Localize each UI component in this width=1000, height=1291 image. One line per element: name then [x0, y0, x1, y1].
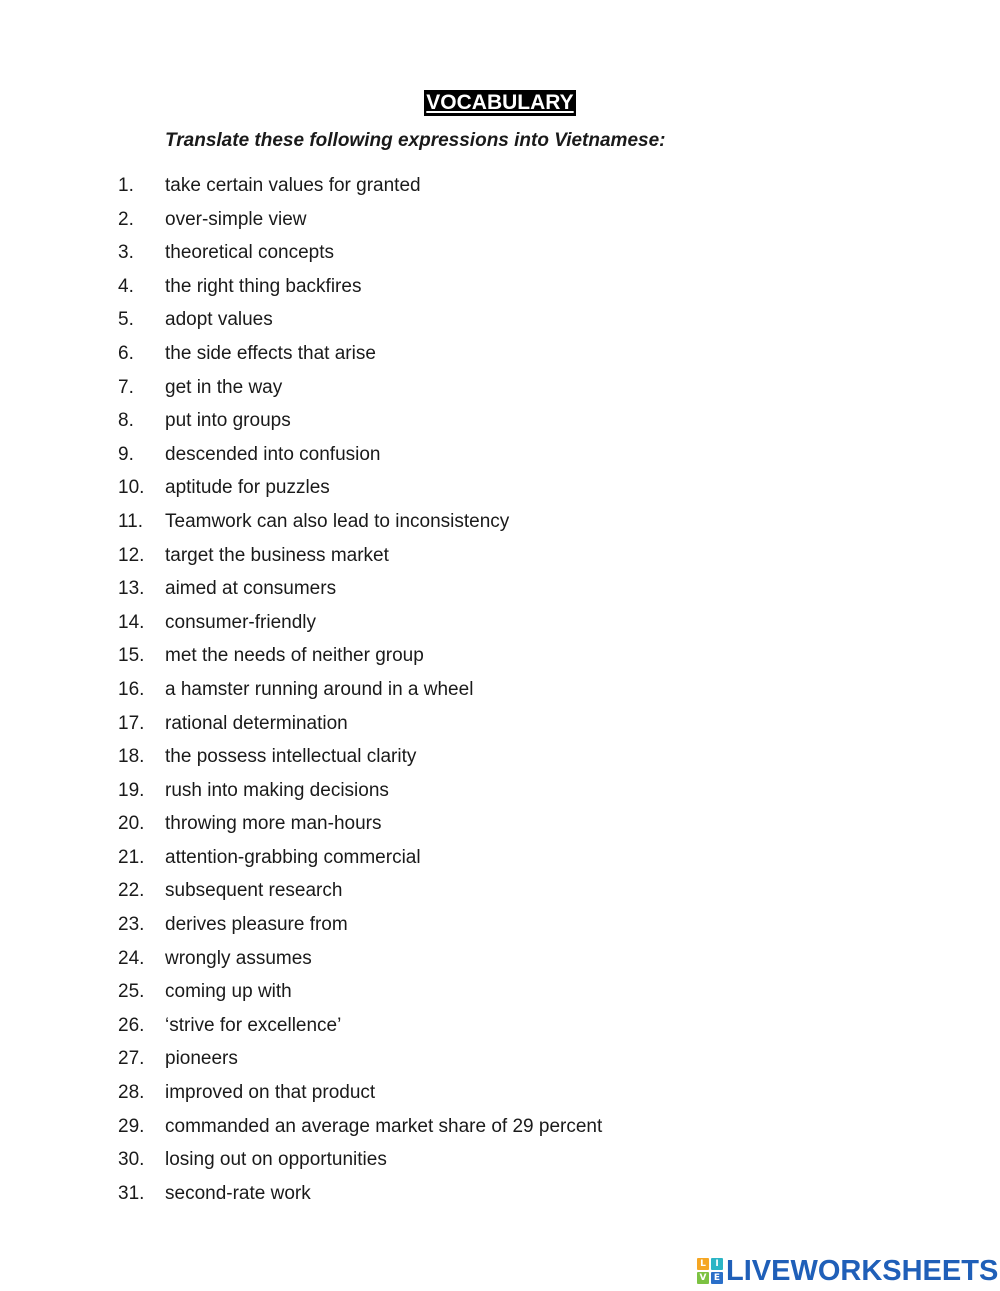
item-expression: over-simple view [165, 208, 307, 230]
vocabulary-list [0, 174, 1000, 1215]
list-item [0, 1148, 1000, 1182]
item-number: 24. [118, 947, 145, 969]
item-number: 20. [118, 813, 145, 835]
list-item [0, 174, 1000, 208]
liveworksheets-logo-icon [697, 1258, 723, 1284]
item-number: 4. [118, 275, 134, 297]
item-number: 8. [118, 410, 134, 432]
list-item [0, 712, 1000, 746]
item-expression: rational determination [165, 712, 348, 734]
item-expression: theoretical concepts [165, 242, 334, 264]
item-number: 1. [118, 175, 134, 196]
list-item [0, 275, 1000, 309]
item-expression: aptitude for puzzles [165, 477, 330, 499]
item-number: 22. [118, 880, 145, 902]
item-number: 18. [118, 746, 145, 768]
item-expression: Teamwork can also lead to inconsistency [165, 510, 510, 532]
list-item [0, 846, 1000, 880]
item-expression: ‘strive for excellence’ [165, 1014, 342, 1036]
item-number: 19. [118, 779, 145, 801]
item-expression: adopt values [165, 309, 273, 331]
item-number: 2. [118, 208, 134, 230]
item-expression: commanded an average market share of 29 percent [165, 1115, 603, 1137]
logo-letter: I [711, 1258, 723, 1270]
list-item [0, 879, 1000, 913]
item-expression: the possess intellectual clarity [165, 746, 417, 768]
list-item [0, 745, 1000, 779]
list-item [0, 779, 1000, 813]
brand-wordmark: LIVEWORKSHEETS [726, 1255, 999, 1287]
item-expression: rush into making decisions [165, 779, 389, 801]
item-expression: wrongly assumes [165, 947, 312, 969]
list-item [0, 342, 1000, 376]
page-title: VOCABULARY [426, 91, 574, 114]
list-item [0, 376, 1000, 410]
item-expression: second-rate work [165, 1182, 311, 1204]
item-number: 5. [118, 309, 134, 331]
item-expression: get in the way [165, 376, 283, 398]
list-item [0, 1014, 1000, 1048]
item-expression: coming up with [165, 981, 292, 1003]
list-item [0, 913, 1000, 947]
logo-letter: E [711, 1272, 723, 1284]
list-item [0, 241, 1000, 275]
item-number: 11. [118, 510, 144, 532]
title-wrapper [0, 90, 1000, 116]
item-number: 7. [118, 376, 134, 398]
list-item [0, 476, 1000, 510]
item-number: 14. [118, 611, 145, 633]
list-item [0, 644, 1000, 678]
list-item [0, 577, 1000, 611]
item-expression: aimed at consumers [165, 578, 337, 600]
list-item [0, 678, 1000, 712]
item-expression: subsequent research [165, 880, 343, 902]
item-expression: consumer-friendly [165, 611, 316, 633]
list-item [0, 409, 1000, 443]
item-number: 15. [118, 645, 145, 667]
list-item [0, 611, 1000, 645]
item-number: 9. [118, 443, 134, 465]
list-item [0, 1182, 1000, 1216]
list-item [0, 544, 1000, 578]
item-expression: throwing more man-hours [165, 813, 382, 835]
liveworksheets-brand [697, 1256, 998, 1286]
item-number: 30. [118, 1149, 145, 1171]
item-expression: a hamster running around in a wheel [165, 678, 474, 700]
item-expression: improved on that product [165, 1082, 376, 1104]
list-item [0, 1115, 1000, 1149]
item-expression: take certain values for granted [165, 175, 421, 196]
item-number: 21. [118, 846, 145, 868]
item-number: 13. [118, 578, 145, 600]
item-number: 23. [118, 914, 145, 936]
list-item [0, 308, 1000, 342]
instruction-text: Translate these following expressions into Vietnamese: [165, 130, 666, 151]
list-item [0, 947, 1000, 981]
logo-letter: L [697, 1258, 709, 1270]
item-number: 31. [118, 1182, 145, 1204]
item-expression: attention-grabbing commercial [165, 846, 421, 868]
item-expression: pioneers [165, 1048, 238, 1070]
item-number: 6. [118, 342, 134, 364]
item-expression: put into groups [165, 410, 291, 432]
list-item [0, 208, 1000, 242]
item-expression: derives pleasure from [165, 914, 348, 936]
item-number: 27. [118, 1048, 145, 1070]
item-number: 12. [118, 544, 145, 566]
item-number: 26. [118, 1014, 145, 1036]
item-expression: met the needs of neither group [165, 645, 424, 667]
item-expression: the side effects that arise [165, 342, 376, 364]
item-number: 29. [118, 1115, 145, 1137]
item-number: 25. [118, 981, 145, 1003]
list-item [0, 1081, 1000, 1115]
item-number: 28. [118, 1082, 145, 1104]
list-item [0, 980, 1000, 1014]
list-item [0, 443, 1000, 477]
item-number: 10. [118, 477, 145, 499]
item-expression: descended into confusion [165, 443, 381, 465]
item-number: 3. [118, 242, 134, 264]
item-number: 16. [118, 678, 145, 700]
list-item [0, 510, 1000, 544]
item-expression: losing out on opportunities [165, 1149, 387, 1171]
item-expression: the right thing backfires [165, 275, 362, 297]
list-item [0, 812, 1000, 846]
logo-letter: V [697, 1272, 709, 1284]
item-number: 17. [118, 712, 145, 734]
item-expression: target the business market [165, 544, 389, 566]
list-item [0, 1047, 1000, 1081]
